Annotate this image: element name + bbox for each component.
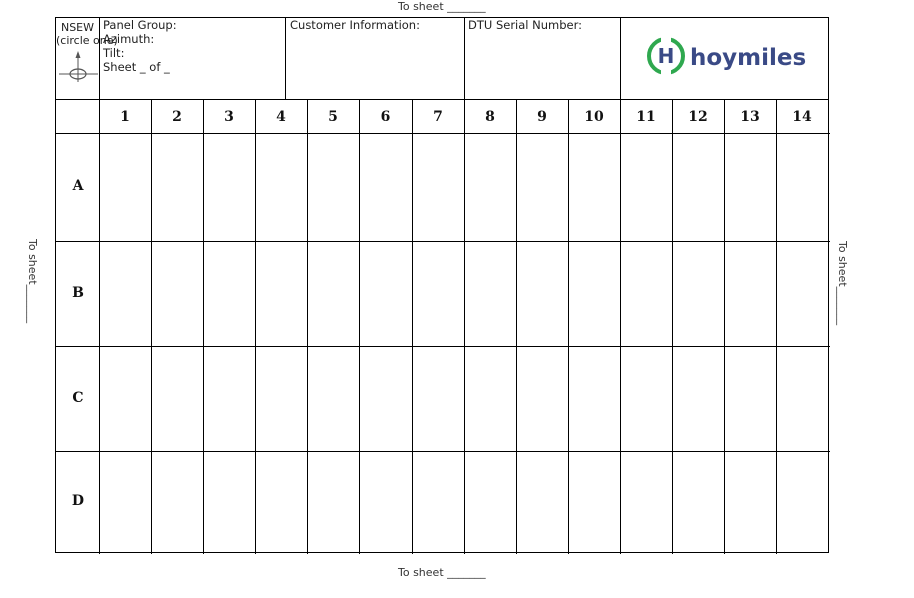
tilt-label: Tilt: [103,46,125,60]
column-number: 11 [636,109,656,125]
sheet-of-label: Sheet _ of _ [103,60,170,74]
column-number: 8 [485,109,495,125]
grid-vline [620,100,621,554]
customer-info-cell [286,18,465,100]
grid-hline [56,241,830,242]
grid-vline [99,100,100,554]
grid-hline [56,133,830,134]
grid-vline [255,100,256,554]
column-number: 2 [172,109,182,125]
to-sheet-left-label: To sheet_______ [26,239,39,324]
column-number: 4 [276,109,286,125]
column-number: 13 [740,109,760,125]
column-number: 7 [433,109,443,125]
grid-vline [516,100,517,554]
panel-group-cell [99,18,286,100]
grid-vline [776,100,777,554]
logo-cell [620,18,828,100]
grid-vline [672,100,673,554]
to-sheet-right-label: To sheet_______ [836,241,849,326]
column-number: 9 [537,109,547,125]
grid-vline [151,100,152,554]
orientation-compass-icon [56,48,100,88]
row-label: C [72,389,84,406]
grid-hline [56,451,830,452]
grid-vline [464,100,465,554]
grid-vline [359,100,360,554]
column-number: 3 [224,109,234,125]
grid-vline [203,100,204,554]
nsew-subtitle: (circle one) [56,34,118,47]
grid-hline [56,346,830,347]
panel-group-label: Panel Group: [103,18,177,32]
column-number: 5 [328,109,338,125]
column-number: 14 [792,109,812,125]
column-number: 1 [120,109,130,125]
logo-letter: H [657,44,675,68]
column-number: 12 [688,109,708,125]
dtu-serial-cell [464,18,621,100]
row-label: D [71,492,85,509]
customer-info-label: Customer Information: [290,18,420,32]
nsew-title: NSEW [60,21,95,34]
layout-sheet [55,17,829,553]
column-number: 10 [584,109,604,125]
dtu-serial-label: DTU Serial Number: [468,18,583,32]
grid-vline [568,100,569,554]
column-number: 6 [380,109,391,125]
azimuth-label: Azimuth: [103,32,155,46]
row-label: A [72,178,84,194]
grid-vline [412,100,413,554]
to-sheet-bottom-label: To sheet _______ [398,566,486,579]
hoymiles-logo [644,34,814,78]
to-sheet-top-label: To sheet _______ [398,0,486,13]
grid-vline [307,100,308,554]
grid-vline [724,100,725,554]
row-label: B [72,284,84,301]
logo-wordmark: hoymiles [690,45,807,71]
